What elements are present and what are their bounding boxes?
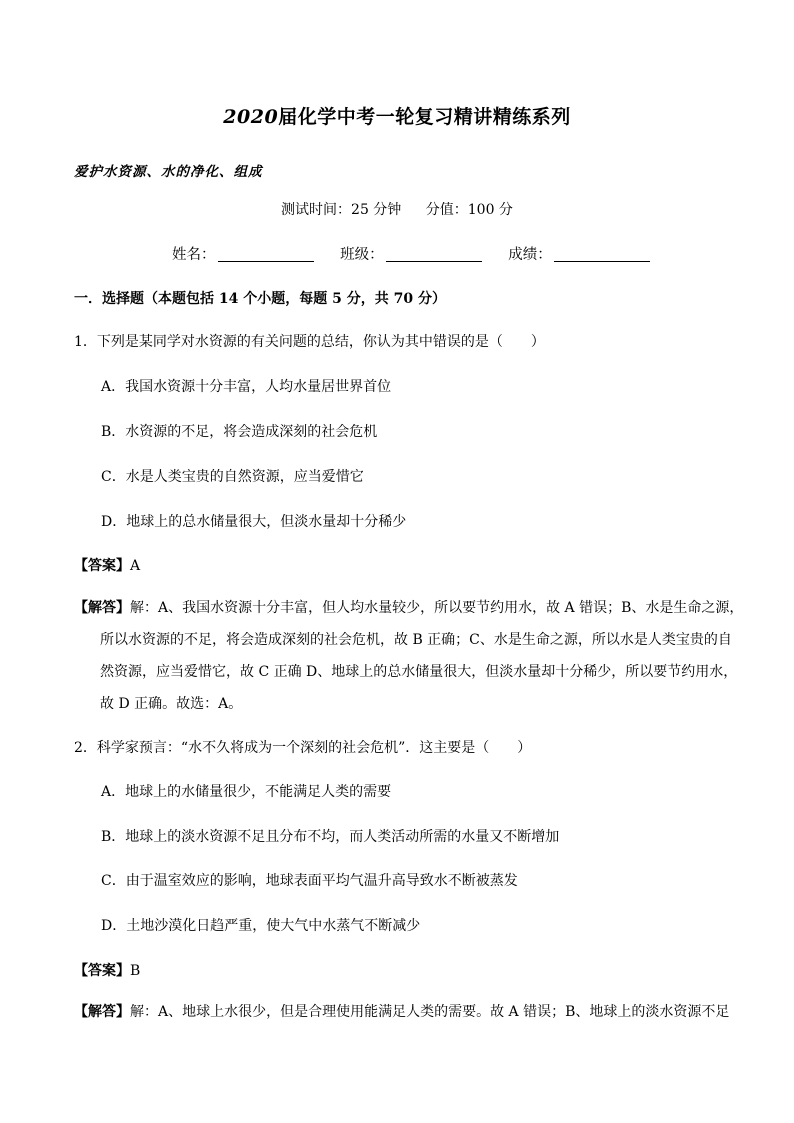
class-field (340, 243, 482, 264)
student-info-line (172, 243, 672, 264)
class-label: 班级： (340, 247, 384, 263)
question-1-option-d: D．地球上的总水储量很大，但淡水量却十分稀少 (101, 514, 407, 530)
explanation-line: 所以水资源的不足，将会造成深刻的社会危机，故 B 正确；C、水是生命之源，所以水是人类宝贵的自 (100, 632, 732, 648)
topic-subtitle: 爱护水资源、水的净化、组成 (74, 164, 263, 180)
question-2-option-c: C．由于温室效应的影响，地球表面平均气温升高导致水不断被蒸发 (101, 873, 518, 889)
explanation-text: 解：A、我国水资源十分丰富，但人均水量较少，所以要节约用水，故 A 错误；B、水是生命之源， (130, 600, 744, 616)
title-year: 2020 (223, 106, 279, 128)
grade-field (508, 243, 650, 264)
answer-value: B (130, 963, 141, 979)
question-1-option-b: B．水资源的不足，将会造成深刻的社会危机 (101, 424, 378, 440)
name-blank (218, 245, 314, 262)
explanation-line: 然资源，应当爱惜它，故 C 正确 D、地球上的总水储量很大，但淡水量却十分稀少，所以要节约用水， (100, 664, 738, 680)
test-time: 测试时间：25 分钟 (281, 202, 402, 218)
question-2-stem: 2．科学家预言：“水不久将成为一个深刻的社会危机”．这主要是（ ） (74, 740, 532, 756)
name-label: 姓名： (172, 247, 216, 263)
section-title: 一．选择题（本题包括 14 个小题，每题 5 分，共 70 分） (74, 291, 446, 307)
question-2-answer (74, 960, 140, 980)
page-title (0, 102, 794, 129)
question-1-option-a: A．我国水资源十分丰富，人均水量居世界首位 (101, 379, 392, 395)
question-1-explanation (74, 592, 744, 720)
explanation-text: 解：A、地球上水很少，但是合理使用能满足人类的需要。故 A 错误；B、地球上的淡水资源不足 (130, 1004, 730, 1020)
answer-label: 【答案】 (74, 558, 130, 574)
test-score: 分值：100 分 (425, 202, 513, 218)
explanation-line (74, 592, 744, 624)
question-1-option-c: C．水是人类宝贵的自然资源，应当爱惜它 (101, 469, 364, 485)
explanation-line (74, 996, 730, 1028)
question-2-explanation (74, 996, 730, 1028)
explanation-line: 故 D 正确。故选：A。 (100, 696, 243, 712)
title-text: 届化学中考一轮复习精讲精练系列 (278, 106, 571, 128)
answer-value: A (130, 558, 141, 574)
question-1-answer (74, 555, 140, 575)
question-1-stem: 1．下列是某同学对水资源的有关问题的总结，你认为其中错误的是（ ） (74, 334, 545, 350)
explanation-label: 【解答】 (74, 600, 130, 616)
grade-blank (554, 245, 650, 262)
question-2-option-d: D．土地沙漠化日趋严重，使大气中水蒸气不断减少 (101, 918, 421, 934)
explanation-label: 【解答】 (74, 1004, 130, 1020)
answer-label: 【答案】 (74, 963, 130, 979)
name-field (172, 243, 314, 264)
grade-label: 成绩： (508, 247, 552, 263)
question-2-option-b: B．地球上的淡水资源不足且分布不均，而人类活动所需的水量又不断增加 (101, 829, 560, 845)
class-blank (386, 245, 482, 262)
test-info (0, 199, 794, 219)
question-2-option-a: A．地球上的水储量很少，不能满足人类的需要 (101, 784, 392, 800)
